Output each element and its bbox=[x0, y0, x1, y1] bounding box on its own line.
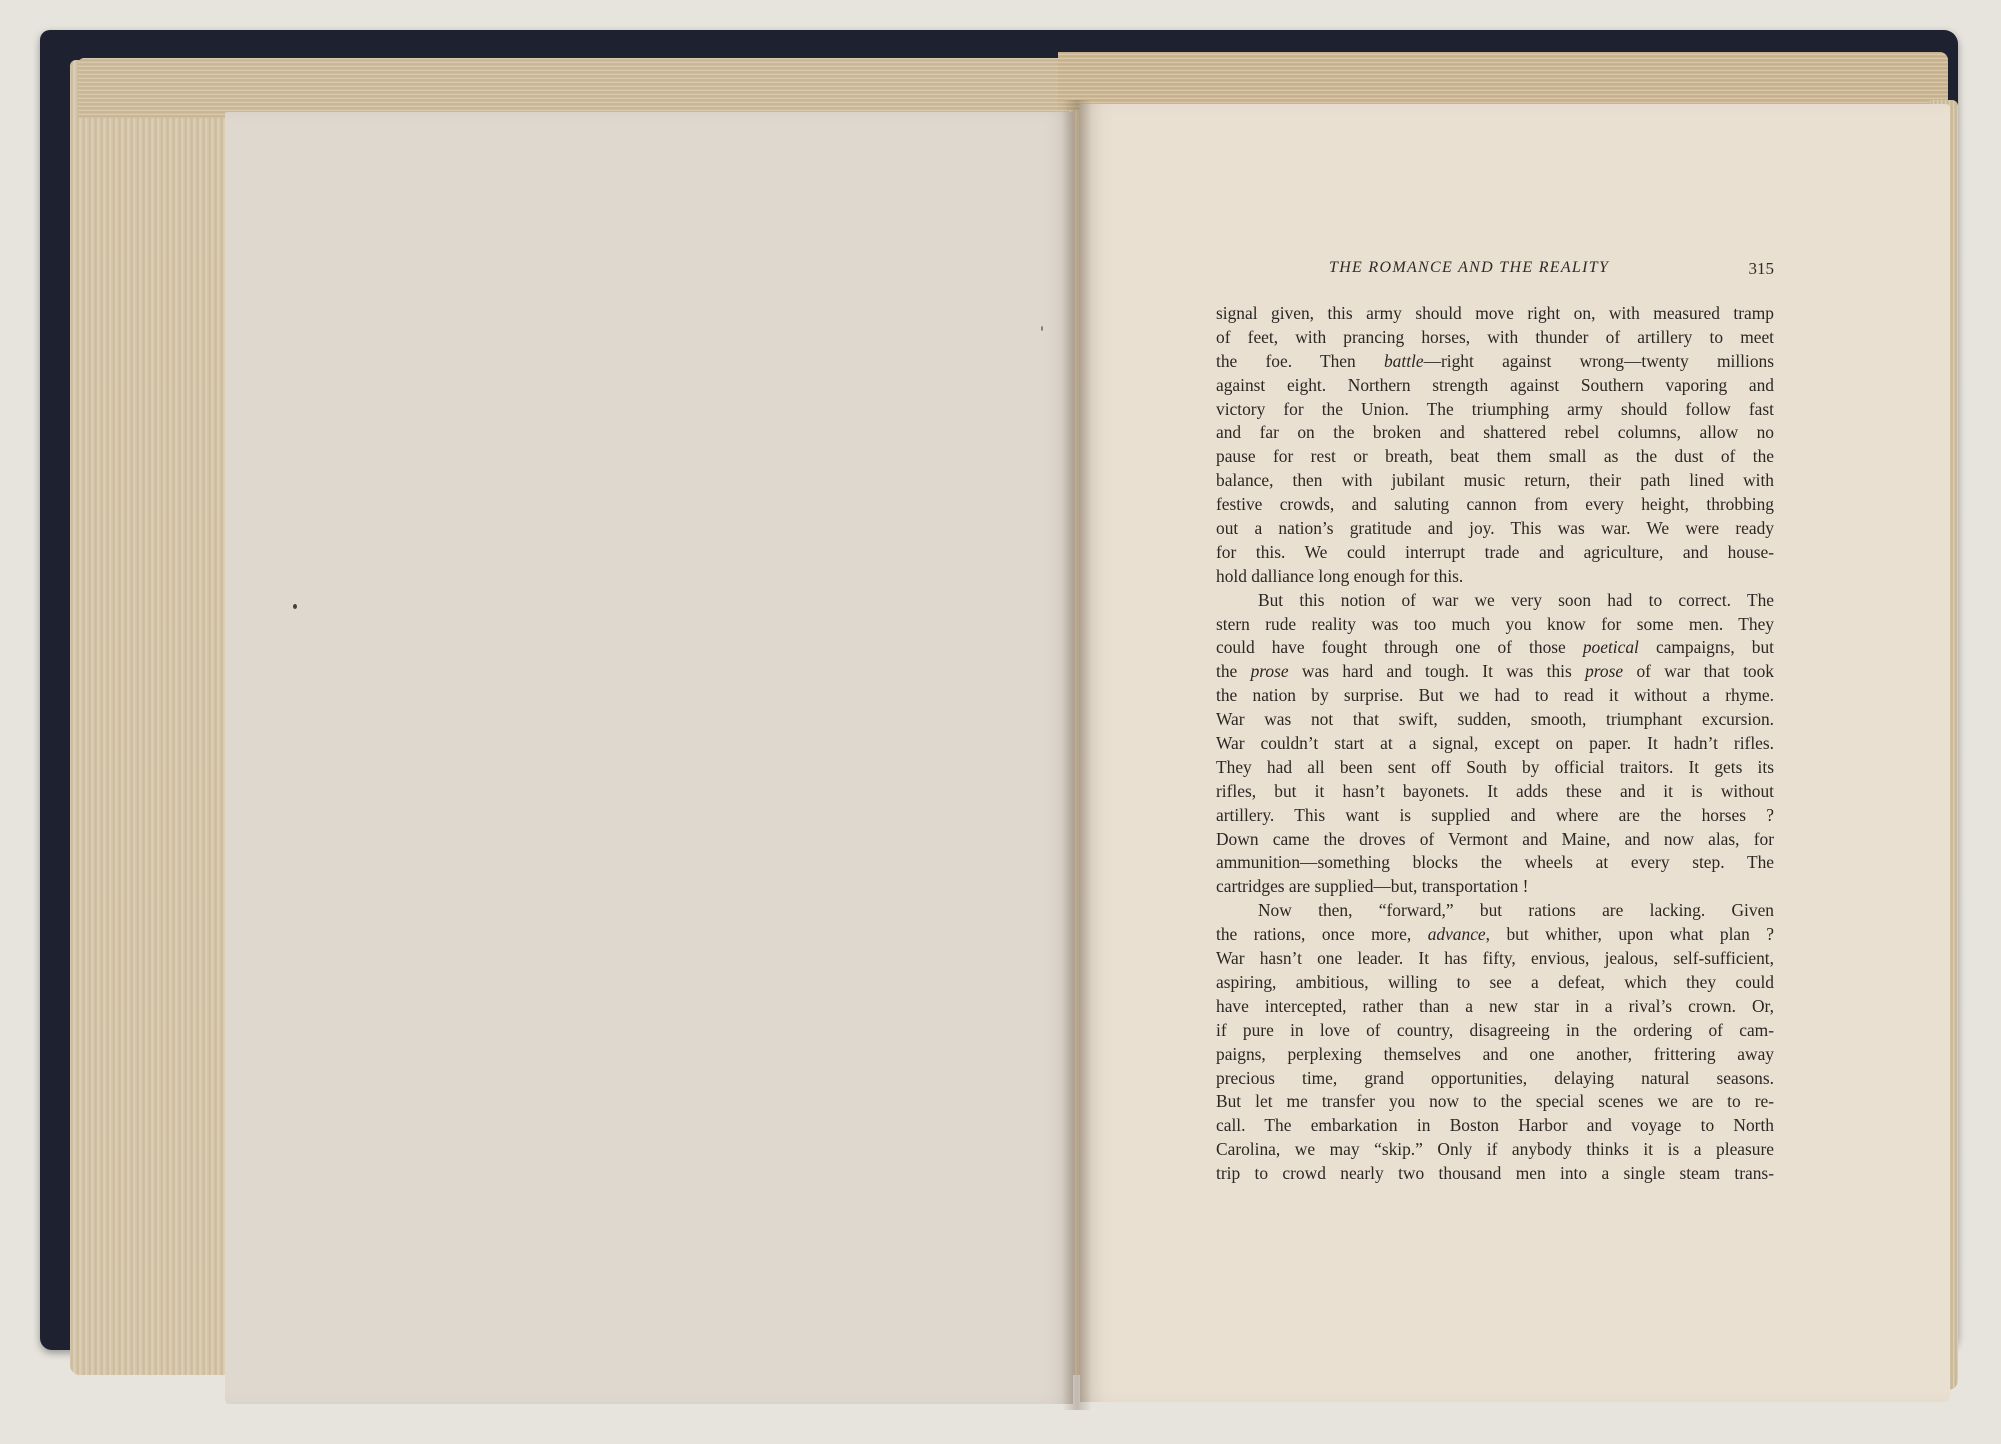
text-line: the rations, once more, advance, but whither, upon what plan ? bbox=[1216, 924, 1774, 945]
text-line: for this. We could interrupt trade and agriculture, and house- bbox=[1216, 541, 1774, 562]
text-line: But this notion of war we very soon had to correct. The bbox=[1258, 589, 1774, 610]
text-line: rifles, but it hasn’t bayonets. It adds these and it is without bbox=[1216, 780, 1774, 801]
text-line: They had all been sent off South by official traitors. It gets its bbox=[1216, 756, 1774, 777]
text-line: War couldn’t start at a signal, except on paper. It hadn’t rifles. bbox=[1216, 733, 1774, 754]
text-line: victory for the Union. The triumphing army should follow fast bbox=[1216, 398, 1774, 419]
text-line: of feet, with prancing horses, with thunder of artillery to meet bbox=[1216, 326, 1774, 347]
text-line: festive crowds, and saluting cannon from every height, throbbing bbox=[1216, 494, 1774, 515]
text-line: cartridges are supplied—but, transportation ! bbox=[1216, 876, 1529, 897]
text-line: call. The embarkation in Boston Harbor and voyage to North bbox=[1216, 1115, 1774, 1136]
text-line: But let me transfer you now to the special scenes we are to re- bbox=[1216, 1091, 1774, 1112]
text-line: out a nation’s gratitude and joy. This was war. We were ready bbox=[1216, 518, 1774, 539]
text-line: the prose was hard and tough. It was this prose of war that took bbox=[1216, 661, 1774, 682]
text-line: signal given, this army should move right on, with measured tramp bbox=[1216, 303, 1774, 323]
text-line: ammunition—something blocks the wheels at every step. The bbox=[1216, 852, 1774, 873]
text-line: paigns, perplexing themselves and one another, frittering away bbox=[1216, 1043, 1774, 1064]
text-line: War was not that swift, sudden, smooth, triumphant excursion. bbox=[1216, 709, 1774, 730]
text-line: balance, then with jubilant music return, their path lined with bbox=[1216, 470, 1774, 491]
text-line: and far on the broken and shattered rebel columns, allow no bbox=[1216, 422, 1774, 443]
text-line: have intercepted, rather than a new star in a rival’s crown. Or, bbox=[1216, 995, 1774, 1016]
paper-speck bbox=[1041, 326, 1043, 331]
text-line: if pure in love of country, disagreeing in the ordering of cam- bbox=[1216, 1019, 1774, 1040]
text-line: Carolina, we may “skip.” Only if anybody thinks it is a pleasure bbox=[1216, 1139, 1774, 1160]
text-line: the foe. Then battle—right against wrong—twenty millions bbox=[1216, 350, 1774, 371]
spine-gutter-shadow bbox=[1062, 100, 1092, 1410]
paper-speck bbox=[293, 604, 297, 609]
text-line: aspiring, ambitious, willing to see a defeat, which they could bbox=[1216, 971, 1774, 992]
text-line: against eight. Northern strength against Southern vaporing and bbox=[1216, 374, 1774, 395]
text-line: trip to crowd nearly two thousand men into a single steam trans- bbox=[1216, 1163, 1774, 1184]
text-line: could have fought through one of those poetical campaigns, but bbox=[1216, 637, 1774, 658]
body-text bbox=[1216, 302, 1774, 1186]
text-line: Now then, “forward,” but rations are lacking. Given bbox=[1258, 900, 1774, 921]
text-line: stern rude reality was too much you know for some men. They bbox=[1216, 613, 1774, 634]
running-title: THE ROMANCE AND THE REALITY bbox=[1329, 259, 1610, 276]
text-line: pause for rest or breath, beat them small as the dust of the bbox=[1216, 446, 1774, 467]
left-page-blank bbox=[225, 112, 1073, 1404]
text-line: hold dalliance long enough for this. bbox=[1216, 565, 1464, 586]
text-line: precious time, grand opportunities, delaying natural seasons. bbox=[1216, 1067, 1774, 1088]
right-page-stack-top-edge bbox=[1058, 52, 1948, 110]
text-line: the nation by surprise. But we had to read it without a rhyme. bbox=[1216, 685, 1774, 706]
text-line: Down came the droves of Vermont and Maine, and now alas, for bbox=[1216, 828, 1774, 849]
text-line: artillery. This want is supplied and where are the horses ? bbox=[1216, 804, 1774, 825]
page-number: 315 bbox=[1748, 259, 1774, 278]
text-line: War hasn’t one leader. It has fifty, envious, jealous, self-sufficient, bbox=[1216, 948, 1774, 969]
running-head bbox=[1212, 259, 1774, 283]
left-page-stack-top-edge bbox=[78, 58, 1068, 118]
